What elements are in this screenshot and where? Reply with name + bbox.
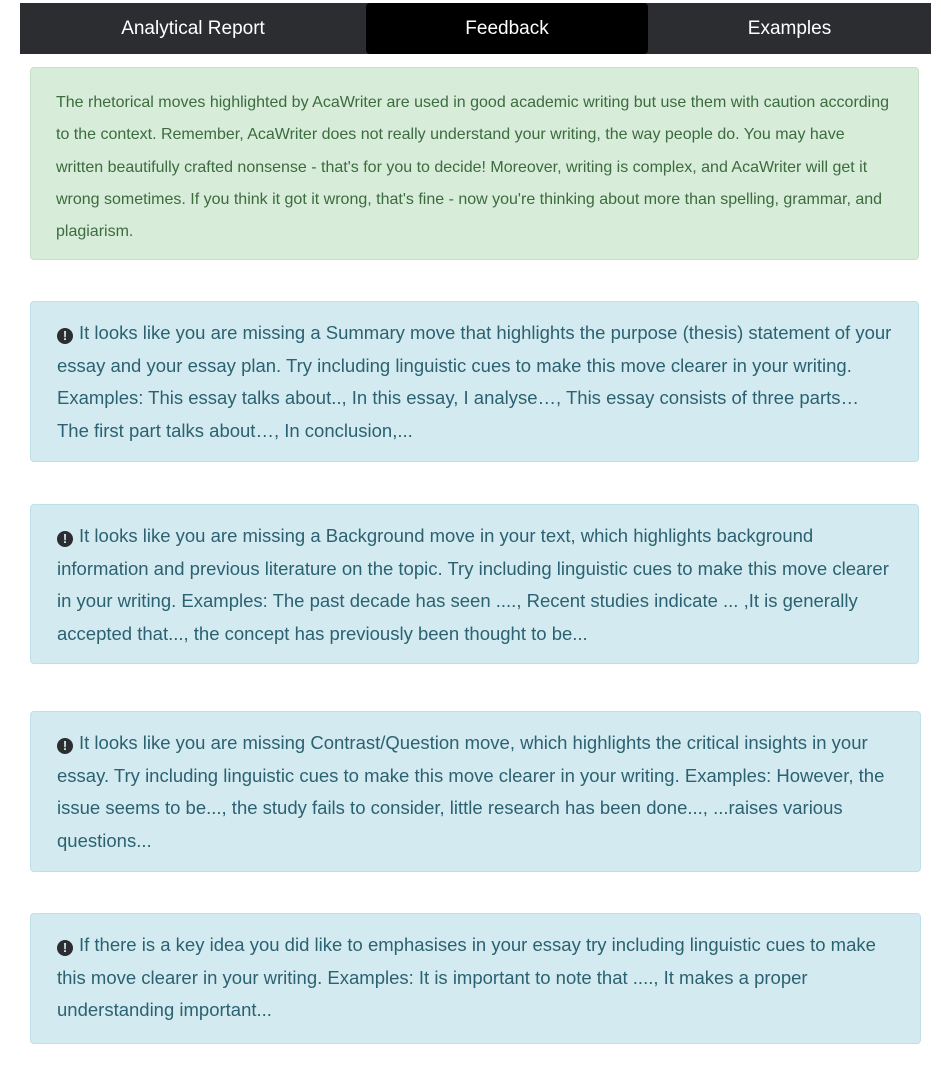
tab-examples[interactable]: Examples bbox=[747, 17, 832, 39]
exclamation-circle-icon: ! bbox=[57, 328, 73, 344]
tab-feedback[interactable]: Feedback bbox=[366, 3, 648, 54]
feedback-message: It looks like you are missing a Summary move that highlights the purpose (thesis) statement of your essay and your essay plan. Try including linguistic cues to make this move clearer in your writing. Examples: This essay talks about.., In this essay, I analyse…, This essay consists of three parts… The first part talks about…, In conclusion,... bbox=[57, 322, 892, 441]
feedback-text bbox=[57, 727, 894, 857]
tab-analytical-report[interactable]: Analytical Report bbox=[121, 17, 265, 39]
feedback-alert-contrast bbox=[30, 711, 921, 872]
exclamation-circle-icon: ! bbox=[57, 940, 73, 956]
feedback-text bbox=[57, 520, 892, 650]
feedback-message: It looks like you are missing a Background move in your text, which highlights background information and previous literature on the topic. Try including linguistic cues to make this move clearer in your writing. Examples: The past decade has seen ...., Recent studies indicate ... ,It is generally accepted that..., the concept has previously been thought to be... bbox=[57, 525, 889, 644]
feedback-alert-emphasis bbox=[30, 913, 921, 1044]
feedback-alert-background bbox=[30, 504, 919, 664]
feedback-message: It looks like you are missing Contrast/Question move, which highlights the critical insights in your essay. Try including linguistic cues to make this move clearer in your writing. Examples: However, the issue seems to be..., the study fails to consider, little research has been done..., ...raises various questions... bbox=[57, 732, 885, 851]
feedback-text bbox=[57, 929, 894, 1027]
feedback-text bbox=[57, 317, 892, 447]
feedback-alert-summary bbox=[30, 301, 919, 462]
feedback-message: If there is a key idea you did like to emphasises in your essay try including linguistic cues to make this move clearer in your writing. Examples: It is important to note that ...., It makes a proper understanding important... bbox=[57, 934, 876, 1020]
disclaimer-text: The rhetorical moves highlighted by AcaWriter are used in good academic writing but use them with caution according to the context. Remember, AcaWriter does not really understand your writing, the way people do. You may have written beautifully crafted nonsense - that's for you to decide! Moreover, writing is complex, and AcaWriter will get it wrong sometimes. If you think it got it wrong, that's fine - now you're thinking about more than spelling, grammar, and plagiarism. bbox=[56, 94, 890, 241]
exclamation-circle-icon: ! bbox=[57, 738, 73, 754]
report-tabs bbox=[20, 3, 931, 54]
exclamation-circle-icon: ! bbox=[57, 531, 73, 547]
disclaimer-panel bbox=[30, 67, 919, 260]
